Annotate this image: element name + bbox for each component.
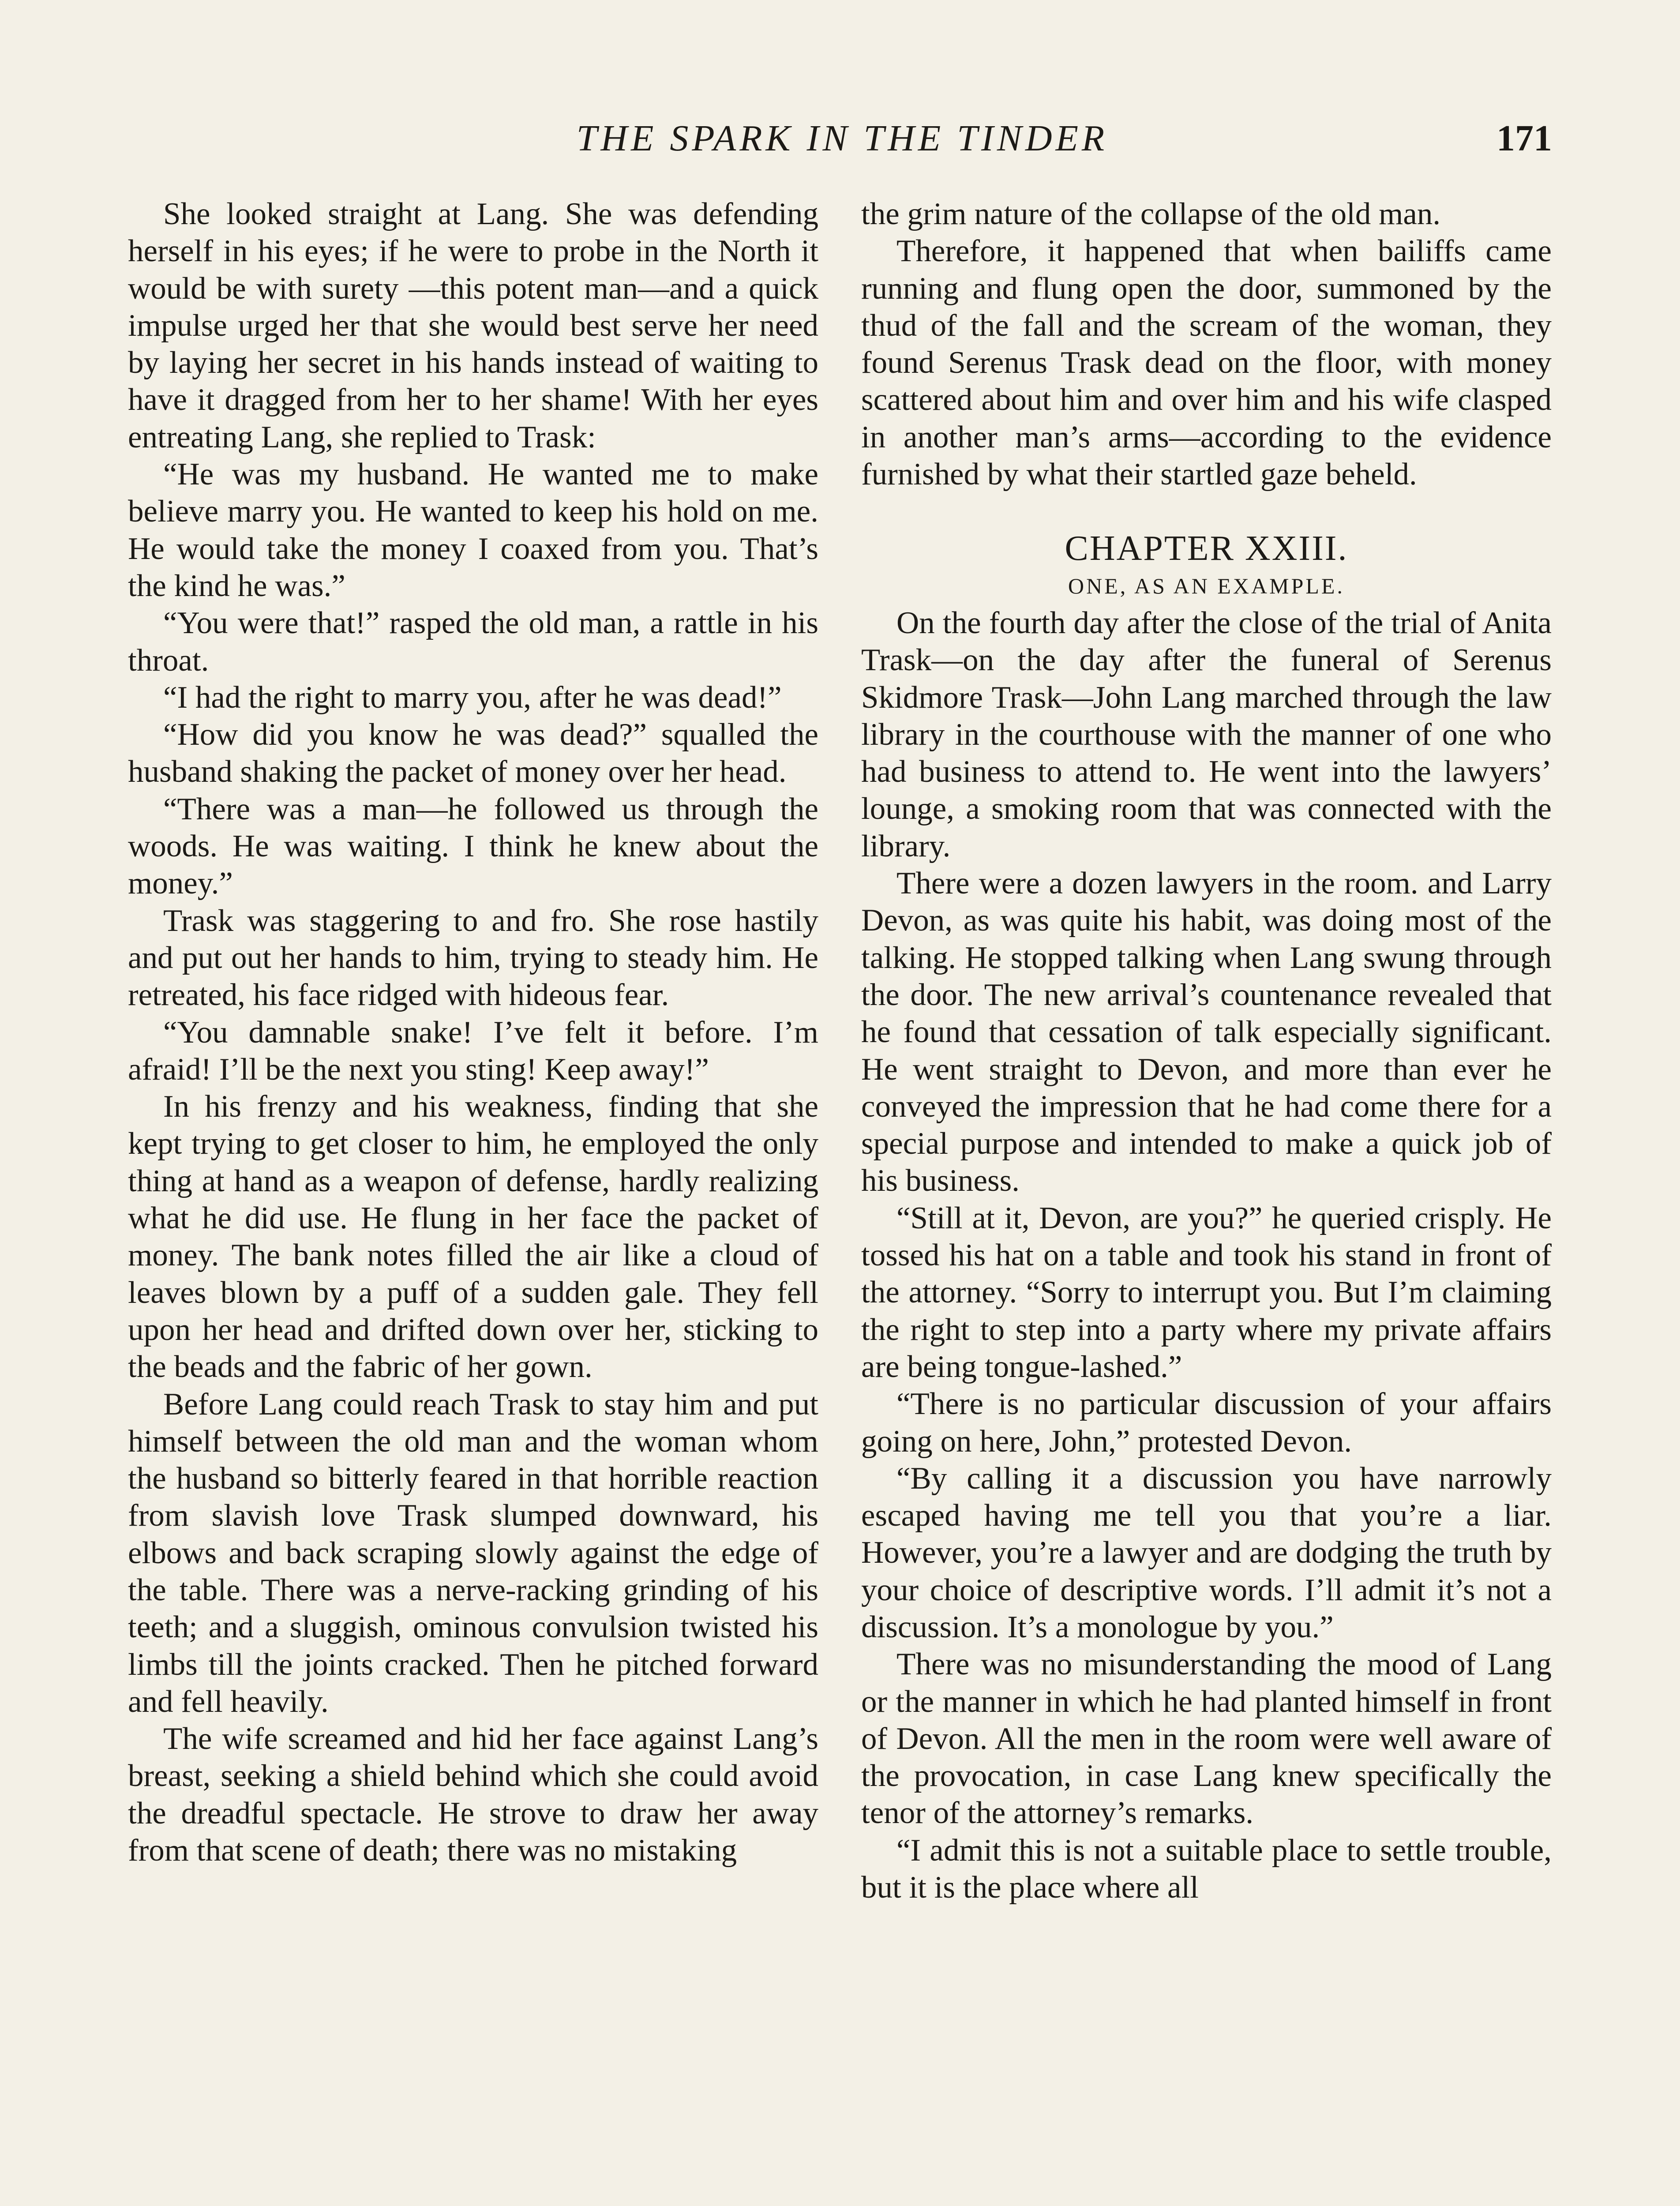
paragraph: “You damnable snake! I’ve felt it before. I’m afraid! I’ll be the next you sting! Keep away!” (128, 1015, 818, 1087)
paragraph: “How did you know he was dead?” squalled the husband shaking the packet of money over her head. (128, 717, 818, 789)
paragraph: There was no misunderstanding the mood of Lang or the manner in which he had planted himself in front of Devon. All the men in the room were well aware of the provocation, in case Lang knew specifically the tenor of the attorney’s remarks. (861, 1647, 1552, 1831)
paragraph: Trask was staggering to and fro. She rose hastily and put out her hands to him, trying to steady him. He retreated, his face ridged with hideous fear. (128, 903, 818, 1013)
paragraph: “There was a man—he followed us through the woods. He was waiting. I think he knew about the money.” (128, 792, 818, 901)
paragraph: “I had the right to marry you, after he was dead!” (163, 680, 782, 715)
paragraph: On the fourth day after the close of the trial of Anita Trask—on the day after the funeral of Serenus Skidmore Trask—John Lang marched through the law library in the courthouse with the manner of one who had business to attend to. He went into the lawyers’ lounge, a smoking room that was connected with the library. (861, 605, 1552, 863)
right-column (861, 195, 1552, 1906)
continued-paragraph: the grim nature of the collapse of the old man. (861, 197, 1441, 231)
paragraph: “He was my husband. He wanted me to make believe marry you. He wanted to keep his hold on me. He would take the money I coaxed from you. That’s the kind he was.” (128, 457, 818, 603)
paragraph: “You were that!” rasped the old man, a rattle in his throat. (128, 606, 818, 678)
paragraph: “By calling it a discussion you have narrowly escaped having me tell you that you’re a liar. However, you’re a lawyer and are dodging the truth by your choice of descriptive words. I’ll admit it’s not a discussion. It’s a monologue by you.” (861, 1461, 1552, 1644)
running-title: THE SPARK IN THE TINDER (576, 118, 1108, 159)
paragraph: “I admit this is not a suitable place to settle trouble, but it is the place where all (861, 1833, 1552, 1905)
paragraph: “There is no particular discussion of your affairs going on here, John,” protested Devon. (861, 1387, 1552, 1459)
chapter-subtitle: ONE, AS AN EXAMPLE. (1068, 573, 1345, 598)
running-head (132, 112, 1552, 165)
page-number: 171 (1496, 118, 1552, 159)
paragraph: Before Lang could reach Trask to stay him and put himself between the old man and the woman whom the husband so bitterly feared in that horrible reaction from slavish love Trask slumped downward, his elbows and back scraping slowly against the edge of the table. There was a nerve-racking grinding of his teeth; and a sluggish, ominous convulsion twisted his limbs till the joints cracked. Then he pitched forward and fell heavily. (128, 1387, 818, 1719)
paragraph: She looked straight at Lang. She was defending herself in his eyes; if he were to probe in the North it would be with surety —this potent man—and a quick impulse urged her that she would best serve her need by laying her secret in his hands instead of waiting to have it dragged from her to her shame! With her eyes entreating Lang, she replied to Trask: (128, 197, 818, 454)
paragraph: There were a dozen lawyers in the room. and Larry Devon, as was quite his habit, was doing most of the talking. He stopped talking when Lang swung through the door. The new arrival’s countenance revealed that he found that cessation of talk especially significant. He went straight to Devon, and more than ever he conveyed the impression that he had come there for a special purpose and intended to make a quick job of his business. (861, 866, 1552, 1198)
left-column (128, 195, 818, 1869)
paragraph: “Still at it, Devon, are you?” he queried crisply. He tossed his hat on a table and took his stand in front of the attorney. “Sorry to interrupt you. But I’m claiming the right to step into a party where my private affairs are being tongue-lashed.” (861, 1201, 1552, 1384)
paragraph: Therefore, it happened that when bailiffs came running and flung open the door, summoned by the thud of the fall and the scream of the woman, they found Serenus Trask dead on the floor, with money scattered about him and over him and his wife clasped in another man’s arms—according to the evidence furnished by what their startled gaze beheld. (861, 234, 1552, 492)
paragraph: In his frenzy and his weakness, finding that she kept trying to get closer to him, he employed the only thing at hand as a weapon of defense, hardly realizing what he did use. He flung in her face the packet of money. The bank notes filled the air like a cloud of leaves blown by a puff of a sudden gale. They fell upon her head and drifted down over her, sticking to the beads and the fabric of her gown. (128, 1089, 818, 1384)
chapter-title: CHAPTER XXIII. (1065, 529, 1348, 568)
paragraph: The wife screamed and hid her face against Lang’s breast, seeking a shield behind which she could avoid the dreadful spectacle. He strove to draw her away from that scene of death; there was no mistaking (128, 1722, 818, 1868)
